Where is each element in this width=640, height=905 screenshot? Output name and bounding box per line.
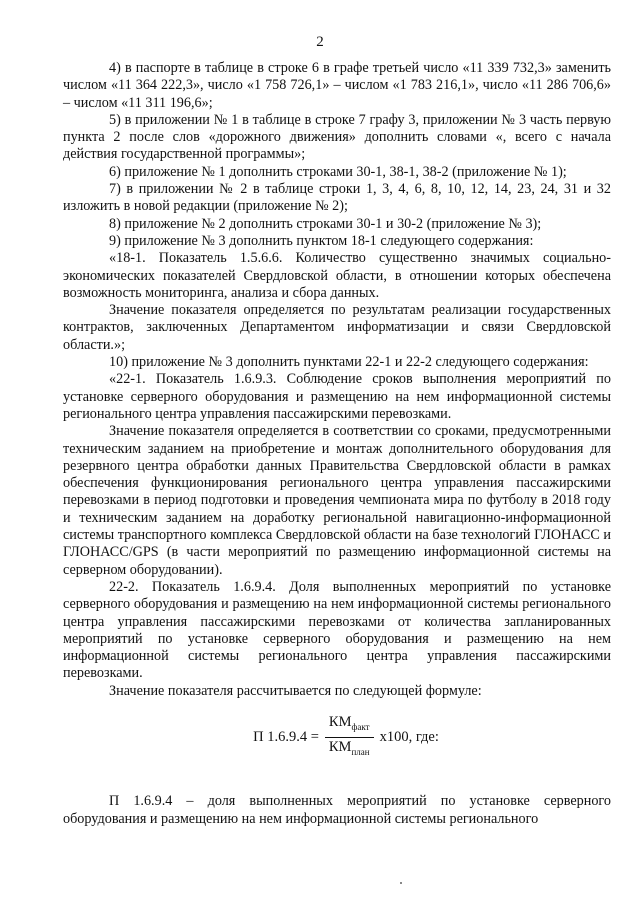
formula-numerator <box>325 714 374 738</box>
paragraph-indicator-18-1-value: Значение показателя определяется по результатам реализации государственных контрактов, заключенных Департаментом информатизации и связи Свердловской области.»; <box>63 302 611 353</box>
paragraph-formula-intro: Значение показателя рассчитывается по следующей формуле: <box>109 682 482 699</box>
paragraph-indicator-22-2: 22-2. Показатель 1.6.9.4. Доля выполненных мероприятий по установке серверного оборудования и размещению на нем информационной системы регионального центра управления пассажирскими перевозками от количества запланированных мероприятий по установке серверного оборудования и размещению на нем информационной системы регионального центра управления пассажирскими перевозками. <box>63 578 611 682</box>
formula-numerator-subscript: факт <box>351 721 370 732</box>
paragraph-item-6: 6) приложение № 1 дополнить строками 30-1, 38-1, 38-2 (приложение № 1); <box>109 163 567 180</box>
formula-denominator-subscript: план <box>351 747 370 758</box>
formula-fraction <box>325 714 374 761</box>
scan-speck <box>400 882 402 884</box>
paragraph-indicator-22-1: «22-1. Показатель 1.6.9.3. Соблюдение сроков выполнения мероприятий по установке серверного оборудования и размещению на нем информационной системы регионального центра управления пассажирскими перевозками. <box>63 371 611 422</box>
formula <box>81 714 611 761</box>
formula-denominator-base: КМ <box>328 739 352 756</box>
paragraph-item-4: 4) в паспорте в таблице в строке 6 в графе третьей число «11 339 732,3» заменить числом «11 364 222,3», число «1 758 726,1» – числом «1 783 216,1», число «11 286 706,6» – числом «11 311 196,6»; <box>63 60 611 111</box>
paragraph-indicator-22-1-value: Значение показателя определяется в соответствии со сроками, предусмотренными техническим заданием на приобретение и монтаж дополнительного оборудования для резервного центра обработки данных Правительства Свердловской области в рамках обеспечения функционирования регионального центра управления пассажирскими перевозками в период подготовки и проведения чемпионата мира по футболу в 2018 году и техническим заданием на доработку региональной навигационно-информационной системы транспортного комплекса Свердловской области на базе технологий ГЛОНАСС и ГЛОНАСС/GPS (в части мероприятий по размещению информационной системы на серверном оборудовании). <box>63 423 611 578</box>
document-body <box>63 60 611 828</box>
paragraph-item-5: 5) в приложении № 1 в таблице в строке 7 графу 3, приложении № 3 часть первую пункта 2 после слов «дорожного движения» дополнить словами «, всего с начала действия государственной программы»; <box>63 111 611 163</box>
formula-numerator-base: КМ <box>328 713 352 730</box>
formula-rhs: х100, где: <box>379 729 439 746</box>
paragraph-item-10: 10) приложение № 3 дополнить пунктами 22-1 и 22-2 следующего содержания: <box>109 354 589 371</box>
paragraph-item-8: 8) приложение № 2 дополнить строками 30-1 и 30-2 (приложение № 3); <box>109 215 542 232</box>
page-number: 2 <box>316 34 324 50</box>
formula-lhs: П 1.6.9.4 = <box>253 729 319 746</box>
paragraph-item-7: 7) в приложении № 2 в таблице строки 1, 3, 4, 6, 8, 10, 12, 14, 23, 24, 31 и 32 изложить в новой редакции (приложение № 2); <box>63 181 611 215</box>
paragraph-indicator-18-1: «18-1. Показатель 1.5.6.6. Количество существенно значимых социально-экономических показателей Свердловской области, в отношении которых обеспечена возможность мониторинга, анализа и сбора данных. <box>63 250 611 301</box>
paragraph-formula-definition: П 1.6.9.4 – доля выполненных мероприятий по установке серверного оборудования и размещению на нем информационной системы регионального <box>63 793 611 827</box>
paragraph-item-9: 9) приложение № 3 дополнить пунктом 18-1 следующего содержания: <box>109 232 534 249</box>
formula-denominator <box>325 738 374 761</box>
